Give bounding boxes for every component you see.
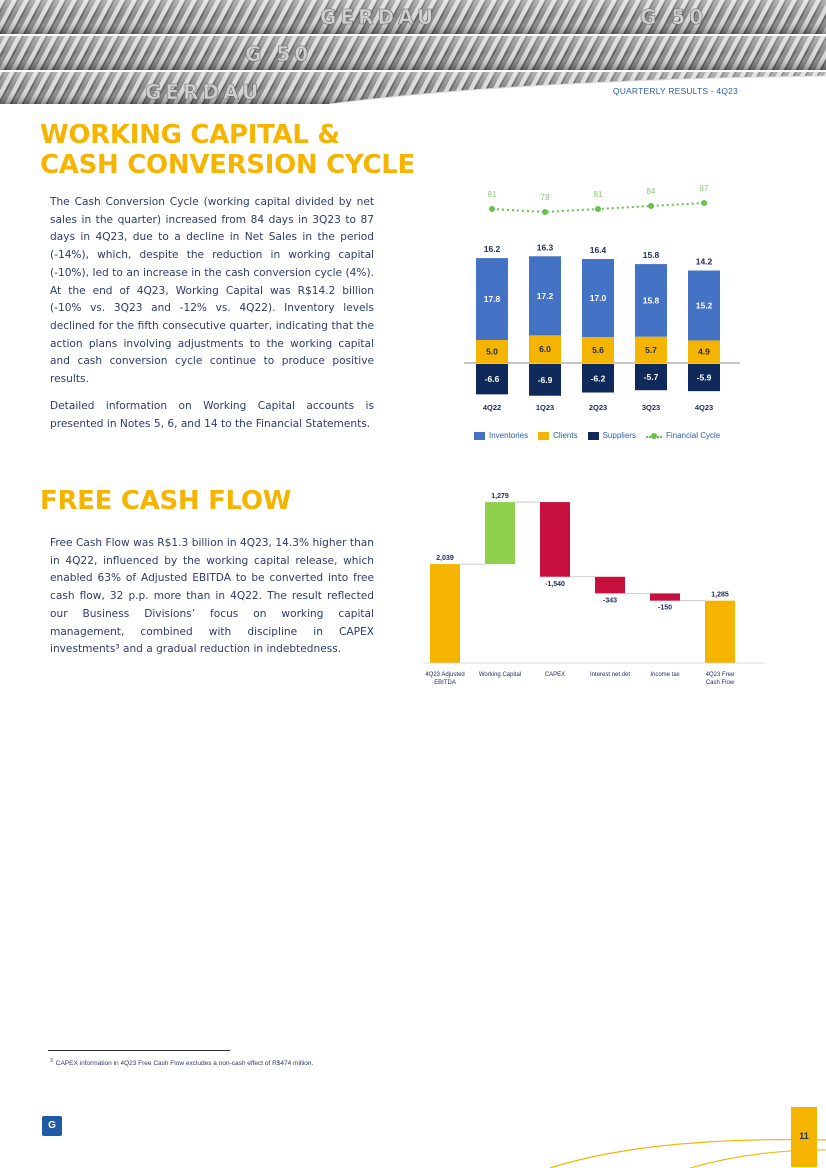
working-capital-paragraph: The Cash Conversion Cycle (working capital divided by net sales in the quarter) increased from 84 days in 3Q23 to 87 days in 4Q23, due to a decline in Net Sales in the period (-14%), which, despite the reduction in working capital (-10%), led to an increase in the cash conversion cycle (4%). At the end of 4Q23, Working Capital was R$14.2 billion (-10% vs. 3Q23 and -12% vs. 4Q22). Inventory levels declined for the fifth consecutive quarter, indicating that the action plans involving adjustments to the working capital and cash conversion cycle continue to produce positive results. [50, 196, 374, 386]
data-label-inventories: 17.8 [483, 294, 501, 305]
free-cash-flow-chart [420, 493, 770, 700]
free-cash-flow-paragraph: Free Cash Flow was R$1.3 billion in 4Q23, 14.3% higher than in 4Q22, influenced by the working capital release, which enabled 63% of Adjusted EBITDA to be converted into free cash flow, 32 p.p. more than in 4Q22. The result reflected our Business Divisions’ focus on working capital management, combined with discipline in CAPEX investments³ and a gradual reduction in indebtedness. [50, 537, 374, 656]
x-tick-label: 4Q22 [482, 403, 502, 412]
data-label-inventories: 17.2 [536, 290, 554, 301]
x-tick-label-line: CAPEX [544, 672, 566, 678]
x-tick-label [479, 672, 521, 678]
legend-swatch-clients [538, 432, 549, 440]
page-number-badge [791, 1107, 817, 1167]
legend-swatch-inventories [474, 432, 485, 440]
footnote-rule [48, 1050, 230, 1051]
waterfall-bar [485, 502, 515, 564]
data-label-total: 16.3 [536, 242, 554, 253]
working-capital-title [40, 120, 415, 180]
banner-mark: G 50 [245, 42, 313, 66]
working-capital-chart-svg [460, 170, 750, 420]
data-label-inventories: 15.2 [695, 300, 713, 311]
financial-cycle-point [648, 203, 654, 209]
legend-item [474, 431, 528, 440]
waterfall-bar [540, 502, 570, 577]
x-tick-label-line: Interest net det [589, 672, 631, 678]
data-label-suppliers: -6.6 [484, 374, 500, 385]
working-capital-legend [474, 431, 720, 440]
waterfall-bar [650, 593, 680, 600]
banner-mark: GERDAU [145, 80, 263, 104]
waterfall-value-label: -150 [657, 604, 673, 612]
x-tick-label-line: EBITDA [434, 680, 456, 686]
data-label-suppliers: -5.7 [643, 372, 659, 383]
x-tick-label [706, 672, 735, 686]
footer-swoosh [540, 1128, 826, 1168]
financial-cycle-point [489, 206, 495, 212]
legend-item [588, 431, 636, 440]
x-tick-label: 3Q23 [641, 403, 661, 412]
legend-label: Clients [553, 431, 578, 440]
data-label-suppliers: -6.9 [537, 374, 553, 385]
legend-label: Financial Cycle [665, 431, 721, 440]
legend-label: Suppliers [602, 431, 636, 440]
page-number: 11 [799, 1131, 809, 1141]
data-label-total: 16.2 [483, 244, 501, 255]
data-label-suppliers: -5.9 [696, 372, 712, 383]
waterfall-value-label: -343 [602, 597, 618, 605]
legend-item [646, 431, 720, 440]
data-label-clients: 6.0 [539, 344, 551, 355]
free-cash-flow-chart-svg [420, 493, 770, 700]
x-tick-label-line: 4Q23 Adjusted [425, 672, 465, 678]
financial-cycle-label: 87 [699, 184, 709, 193]
waterfall-bar [430, 564, 460, 663]
footnote-marker: 3 [50, 1058, 53, 1064]
financial-cycle-label: 81 [487, 190, 497, 199]
data-label-clients: 4.9 [698, 346, 710, 357]
financial-cycle-label: 81 [593, 190, 603, 199]
working-capital-title-line2: CASH CONVERSION CYCLE [40, 150, 415, 180]
x-tick-label [590, 672, 630, 678]
x-tick-label [425, 672, 464, 686]
x-tick-label-line: Working Capital [478, 672, 522, 678]
waterfall-value-label: 2,039 [436, 555, 454, 563]
working-capital-notes-paragraph: Detailed information on Working Capital accounts is presented in Notes 5, 6, and 14 to the Financial Statements. [50, 400, 374, 430]
working-capital-title-line1: WORKING CAPITAL & [40, 120, 340, 150]
financial-cycle-label: 84 [646, 187, 656, 196]
waterfall-bar [705, 601, 735, 663]
waterfall-bar [595, 577, 625, 594]
data-label-clients: 5.0 [486, 346, 498, 357]
x-tick-label-line: Cash Flow [705, 680, 735, 686]
data-label-clients: 5.7 [645, 344, 657, 355]
banner-mark: G 50 [640, 5, 708, 29]
x-tick-label-line: 4Q23 Free [705, 672, 735, 678]
footnote [50, 1058, 313, 1067]
banner-mark: GERDAU [320, 5, 438, 29]
financial-cycle-point [701, 200, 707, 206]
x-tick-label: 1Q23 [535, 403, 555, 412]
data-label-clients: 5.6 [592, 345, 604, 356]
free-cash-flow-title: FREE CASH FLOW [40, 486, 292, 516]
waterfall-value-label: 1,285 [711, 591, 729, 599]
financial-cycle-point [542, 209, 548, 215]
company-logo [42, 1116, 62, 1136]
x-tick-label: 4Q23 [694, 403, 714, 412]
x-tick-label-line: Income tax [650, 672, 680, 678]
financial-cycle-label: 78 [540, 193, 550, 202]
waterfall-value-label: -1,540 [545, 580, 565, 588]
x-tick-label [650, 672, 679, 678]
data-label-inventories: 15.8 [642, 295, 660, 306]
financial-cycle-point [595, 206, 601, 212]
legend-swatch-financial-cycle [646, 432, 662, 440]
legend-item [538, 431, 577, 440]
data-label-total: 14.2 [695, 256, 713, 267]
data-label-total: 16.4 [589, 245, 607, 256]
legend-swatch-suppliers [588, 432, 599, 440]
footnote-text: CAPEX information in 4Q23 Free Cash Flow excludes a non-cash effect of R$474 million. [55, 1060, 314, 1068]
data-label-inventories: 17.0 [589, 293, 607, 304]
data-label-suppliers: -6.2 [590, 373, 606, 384]
x-tick-label: 2Q23 [588, 403, 608, 412]
logo-mark: G [48, 1120, 56, 1131]
waterfall-value-label: 1,279 [491, 493, 509, 501]
document-label: QUARTERLY RESULTS - 4Q23 [612, 86, 738, 96]
data-label-total: 15.8 [642, 250, 660, 261]
working-capital-chart [460, 170, 750, 420]
x-tick-label [545, 672, 565, 678]
legend-label: Inventories [489, 431, 529, 440]
